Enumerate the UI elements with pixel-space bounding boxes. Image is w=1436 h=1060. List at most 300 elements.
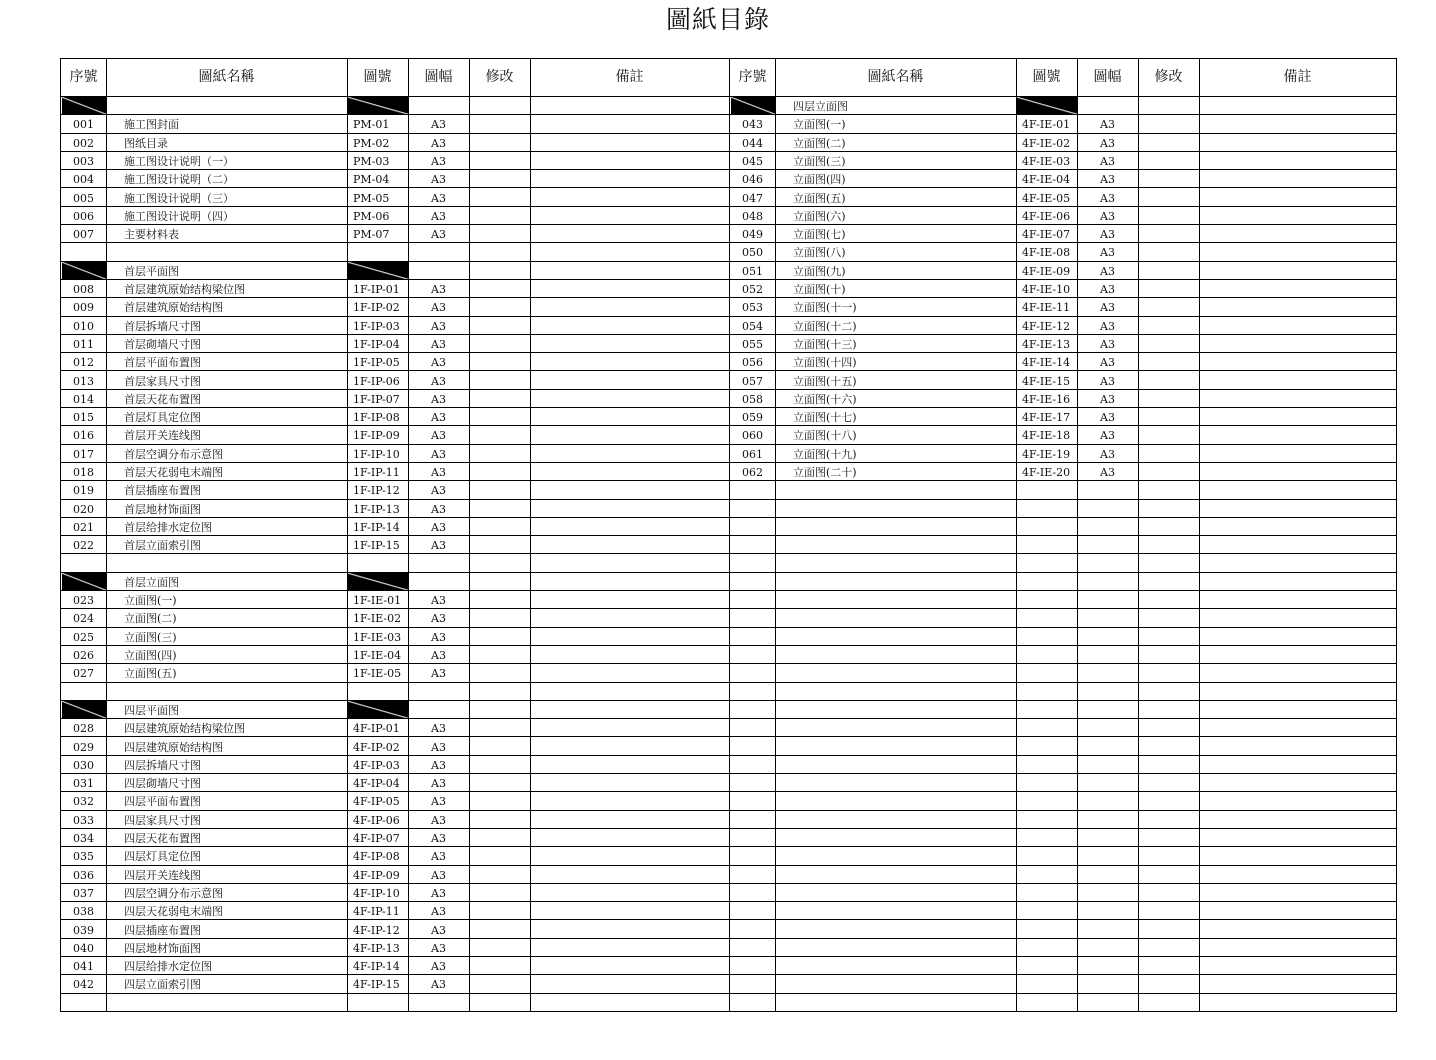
table-row (730, 262, 1396, 280)
drawing-name: 首层立面索引图 (124, 539, 201, 553)
drawing-index-table (60, 58, 1397, 1012)
drawing-name: 四层灯具定位图 (124, 850, 201, 864)
sheet-size: A3 (431, 154, 446, 168)
drawing-name: 四层天花布置图 (124, 832, 201, 845)
sheet-size: A3 (431, 319, 446, 333)
table-row-empty (730, 756, 1396, 774)
drawing-name: 立面图(六) (793, 209, 846, 223)
drawing-code: 1F-IP-07 (353, 392, 400, 406)
table-row (61, 207, 729, 225)
sheet-size: A3 (1100, 392, 1115, 406)
drawing-number: 036 (73, 868, 94, 882)
table-row-empty (730, 866, 1396, 884)
table-row (61, 811, 729, 829)
section-title: 首层平面图 (124, 264, 179, 278)
drawing-name: 四层立面索引图 (124, 978, 201, 992)
drawing-number: 020 (73, 502, 94, 516)
table-row (730, 317, 1396, 335)
table-row (61, 445, 729, 463)
drawing-code: 1F-IP-13 (353, 502, 400, 516)
table-row-empty (730, 957, 1396, 975)
drawing-name: 立面图(三) (793, 154, 846, 168)
drawing-name: 立面图(十一) (793, 301, 857, 315)
drawing-code: 4F-IP-08 (353, 850, 400, 864)
drawing-number: 037 (73, 886, 94, 900)
table-row (730, 170, 1396, 188)
drawing-code: 4F-IE-20 (1022, 466, 1071, 479)
sheet-size: A3 (431, 228, 446, 242)
sheet-size: A3 (1100, 136, 1115, 150)
table-row (730, 408, 1396, 426)
drawing-code: 4F-IE-12 (1022, 319, 1071, 333)
drawing-number: 024 (73, 612, 94, 626)
drawing-number: 031 (73, 777, 94, 791)
sheet-size: A3 (431, 667, 446, 681)
drawing-name: 首层地材饰面图 (124, 502, 201, 516)
table-row (730, 189, 1396, 207)
section-row (61, 573, 729, 591)
table-row (61, 975, 729, 993)
section-row (61, 97, 729, 115)
header-size: 圖幅 (1093, 69, 1122, 85)
header-name: 圖紙名稱 (198, 69, 255, 85)
drawing-code: 1F-IP-10 (353, 447, 400, 461)
drawing-name: 立面图(十四) (793, 356, 857, 370)
table-row-empty (730, 719, 1396, 737)
table-row (730, 225, 1396, 243)
section-title: 首层立面图 (124, 575, 179, 589)
drawing-number: 049 (742, 228, 763, 242)
drawing-number: 058 (742, 392, 763, 406)
table-row (61, 609, 729, 627)
drawing-number: 030 (73, 758, 94, 772)
drawing-code: 4F-IE-11 (1022, 301, 1071, 315)
drawing-code: PM-07 (353, 228, 390, 242)
drawing-name: 首层建筑原始结构图 (124, 301, 223, 315)
table-row-empty (730, 683, 1396, 701)
table-row (730, 353, 1396, 371)
sheet-size: A3 (1100, 429, 1115, 443)
drawing-name: 四层给排水定位图 (124, 960, 212, 974)
sheet-size: A3 (431, 283, 446, 296)
drawing-name: 四层地材饰面图 (124, 941, 201, 955)
drawing-number: 038 (73, 905, 94, 919)
drawing-name: 施工图设计说明（三） (124, 191, 234, 205)
section-marker (348, 97, 408, 114)
table-row (730, 115, 1396, 133)
header-remarks: 備註 (615, 69, 644, 85)
drawing-number: 041 (73, 960, 94, 974)
drawing-code: 1F-IP-12 (353, 484, 400, 498)
drawing-code: 4F-IE-14 (1022, 356, 1071, 370)
sheet-size: A3 (431, 209, 446, 223)
sheet-size: A3 (431, 832, 446, 845)
section-marker (1017, 97, 1077, 114)
drawing-code: 4F-IP-06 (353, 813, 400, 827)
table-row-empty (730, 628, 1396, 646)
sheet-size: A3 (431, 740, 446, 754)
sheet-size: A3 (1100, 246, 1115, 260)
drawing-name: 四层天花弱电末端图 (124, 905, 223, 919)
table-row (730, 280, 1396, 298)
drawing-number: 014 (73, 392, 94, 406)
drawing-name: 立面图(八) (793, 246, 846, 260)
table-row-empty (730, 921, 1396, 939)
drawing-number: 042 (73, 978, 94, 992)
drawing-number: 034 (73, 832, 94, 845)
drawing-name: 立面图(七) (793, 228, 846, 242)
table-row-empty (730, 774, 1396, 792)
sheet-size: A3 (431, 429, 446, 443)
drawing-name: 立面图(十五) (793, 374, 857, 388)
table-row-empty (730, 884, 1396, 902)
sheet-size: A3 (431, 941, 446, 955)
sheet-size: A3 (431, 502, 446, 516)
drawing-code: 4F-IE-09 (1022, 264, 1071, 278)
drawing-name: 立面图(九) (793, 264, 846, 278)
sheet-size: A3 (1100, 337, 1115, 351)
drawing-name: 立面图(二) (124, 612, 177, 626)
section-marker (348, 701, 408, 718)
sheet-size: A3 (431, 758, 446, 772)
drawing-name: 立面图(十二) (793, 319, 857, 333)
drawing-code: PM-02 (353, 136, 390, 150)
drawing-name: 四层建筑原始结构梁位图 (124, 722, 245, 736)
table-row-empty (730, 738, 1396, 756)
table-row (61, 518, 729, 536)
table-row (61, 298, 729, 316)
drawing-name: 立面图(十三) (793, 337, 857, 351)
drawing-name: 首层给排水定位图 (124, 520, 212, 534)
drawing-name: 首层开关连线图 (124, 429, 201, 443)
drawing-number: 008 (73, 283, 94, 296)
drawing-code: 1F-IP-11 (353, 466, 400, 479)
drawing-name: 施工图封面 (124, 118, 179, 132)
table-row-empty (730, 518, 1396, 536)
drawing-name: 四层插座布置图 (124, 923, 201, 937)
drawing-code: 1F-IP-09 (353, 429, 400, 443)
table-row-empty (730, 536, 1396, 554)
drawing-number: 054 (742, 319, 763, 333)
drawing-number: 028 (73, 722, 94, 736)
drawing-number: 027 (73, 667, 94, 681)
drawing-code: 1F-IE-04 (353, 649, 402, 662)
drawing-number: 039 (73, 923, 94, 937)
sheet-size: A3 (431, 978, 446, 992)
table-row (61, 500, 729, 518)
drawing-name: 立面图(五) (793, 191, 846, 205)
drawing-code: 1F-IE-01 (353, 594, 402, 608)
table-row (730, 426, 1396, 444)
table-row-empty (730, 591, 1396, 609)
sheet-size: A3 (431, 594, 446, 608)
table-row-empty (730, 500, 1396, 518)
drawing-number: 040 (73, 941, 94, 955)
drawing-number: 060 (742, 429, 763, 443)
drawing-code: 1F-IP-14 (353, 520, 400, 534)
drawing-name: 首层平面布置图 (124, 356, 201, 370)
drawing-code: 1F-IP-04 (353, 337, 400, 351)
sheet-size: A3 (431, 118, 446, 132)
section-marker (62, 701, 106, 718)
drawing-number: 050 (742, 246, 763, 260)
table-row-empty (730, 609, 1396, 627)
table-row-empty (730, 975, 1396, 993)
drawing-code: 1F-IE-05 (353, 667, 402, 681)
page-title: 圖紙目錄 (665, 5, 770, 34)
drawing-name: 四层开关连线图 (124, 868, 201, 882)
table-row (61, 664, 729, 682)
table-row-spacer (61, 683, 729, 701)
drawing-name: 立面图(四) (793, 173, 846, 187)
table-row (61, 463, 729, 481)
table-row (61, 481, 729, 499)
drawing-name: 立面图(二十) (793, 466, 857, 479)
sheet-size: A3 (431, 850, 446, 864)
section-title: 四层平面图 (124, 703, 179, 717)
drawing-code: 4F-IP-11 (353, 905, 400, 919)
sheet-size: A3 (431, 960, 446, 974)
drawing-code: 1F-IE-02 (353, 612, 402, 626)
table-row (61, 774, 729, 792)
drawing-number: 057 (742, 374, 763, 388)
table-row-empty (730, 939, 1396, 957)
drawing-number: 032 (73, 795, 94, 809)
drawing-name: 四层家具尺寸图 (124, 813, 201, 827)
drawing-name: 立面图(十六) (793, 392, 857, 406)
section-marker (62, 573, 106, 590)
table-row (61, 646, 729, 664)
drawing-number: 044 (742, 136, 763, 150)
table-row (61, 847, 729, 865)
table-row-empty (730, 847, 1396, 865)
sheet-size: A3 (1100, 374, 1115, 388)
table-row-empty (730, 701, 1396, 719)
drawing-number: 061 (742, 447, 763, 461)
drawing-code: PM-05 (353, 191, 390, 205)
header-remarks: 備註 (1283, 69, 1312, 85)
drawing-number: 021 (73, 520, 94, 534)
table-header (61, 59, 729, 97)
index-panel-left (61, 59, 729, 1011)
drawing-name: 四层平面布置图 (124, 795, 201, 809)
table-row (730, 372, 1396, 390)
drawing-number: 026 (73, 649, 94, 662)
table-row (730, 243, 1396, 261)
table-row (61, 628, 729, 646)
sheet-size: A3 (431, 374, 446, 388)
drawing-number: 045 (742, 154, 763, 168)
drawing-number: 005 (73, 191, 94, 205)
drawing-number: 004 (73, 173, 94, 187)
sheet-size: A3 (1100, 356, 1115, 370)
table-row (61, 280, 729, 298)
table-row (61, 792, 729, 810)
section-row (61, 262, 729, 280)
sheet-size: A3 (1100, 173, 1115, 187)
section-marker (348, 573, 408, 590)
drawing-name: 四层砌墙尺寸图 (124, 777, 201, 791)
table-row (61, 390, 729, 408)
sheet-size: A3 (1100, 319, 1115, 333)
table-row (730, 335, 1396, 353)
drawing-number: 002 (73, 136, 94, 150)
drawing-name: 首层天花布置图 (124, 392, 201, 406)
table-row (730, 390, 1396, 408)
sheet-size: A3 (431, 392, 446, 406)
drawing-code: PM-03 (353, 154, 390, 168)
sheet-size: A3 (431, 777, 446, 791)
drawing-code: 1F-IP-08 (353, 411, 400, 425)
drawing-name: 首层砌墙尺寸图 (124, 337, 201, 351)
table-row (61, 884, 729, 902)
drawing-code: 4F-IE-04 (1022, 173, 1071, 187)
drawing-name: 立面图(五) (124, 667, 177, 681)
header-code: 圖號 (363, 69, 392, 85)
drawing-code: 4F-IP-07 (353, 832, 400, 845)
drawing-name: 立面图(十) (793, 283, 846, 296)
sheet-size: A3 (431, 484, 446, 498)
table-row-empty (730, 573, 1396, 591)
table-row (61, 829, 729, 847)
sheet-size: A3 (1100, 228, 1115, 242)
table-row (61, 756, 729, 774)
table-row (61, 353, 729, 371)
drawing-code: 4F-IE-07 (1022, 228, 1071, 242)
drawing-number: 035 (73, 850, 94, 864)
table-row (61, 957, 729, 975)
drawing-name: 立面图(十九) (793, 447, 857, 461)
table-row (730, 445, 1396, 463)
drawing-code: 4F-IP-13 (353, 941, 400, 955)
drawing-number: 047 (742, 191, 763, 205)
table-row (61, 866, 729, 884)
table-header (730, 59, 1396, 97)
drawing-number: 043 (742, 118, 763, 132)
drawing-code: PM-06 (353, 209, 390, 223)
sheet-size: A3 (1100, 447, 1115, 461)
table-row (61, 719, 729, 737)
drawing-number: 018 (73, 466, 94, 479)
drawing-number: 033 (73, 813, 94, 827)
table-row (730, 298, 1396, 316)
drawing-name: 四层空调分布示意图 (124, 886, 223, 900)
drawing-name: 施工图设计说明（二） (124, 173, 234, 187)
table-row-empty (730, 555, 1396, 573)
sheet-size: A3 (431, 813, 446, 827)
drawing-name: 立面图(一) (124, 594, 177, 608)
drawing-code: 1F-IP-03 (353, 319, 400, 333)
table-row (61, 152, 729, 170)
drawing-number: 007 (73, 228, 94, 242)
sheet-size: A3 (1100, 209, 1115, 223)
drawing-name: 四层拆墙尺寸图 (124, 758, 201, 772)
sheet-size: A3 (1100, 264, 1115, 278)
section-marker (62, 262, 106, 279)
drawing-code: PM-01 (353, 118, 390, 132)
table-row (61, 902, 729, 920)
drawing-code: 1F-IE-03 (353, 630, 402, 644)
drawing-name: 施工图设计说明（一） (124, 154, 234, 168)
drawing-code: 4F-IE-01 (1022, 118, 1071, 132)
drawing-name: 立面图(三) (124, 630, 177, 644)
drawing-code: 4F-IP-14 (353, 960, 400, 974)
drawing-code: 4F-IP-02 (353, 740, 400, 754)
table-row (730, 463, 1396, 481)
sheet-size: A3 (431, 356, 446, 370)
drawing-number: 015 (73, 411, 94, 425)
drawing-code: 4F-IP-09 (353, 868, 400, 882)
sheet-size: A3 (431, 886, 446, 900)
sheet-size: A3 (431, 612, 446, 626)
drawing-name: 首层空调分布示意图 (124, 447, 223, 461)
table-row (61, 225, 729, 243)
drawing-number: 056 (742, 356, 763, 370)
drawing-code: 4F-IE-06 (1022, 209, 1071, 223)
drawing-number: 025 (73, 630, 94, 644)
sheet-size: A3 (1100, 154, 1115, 168)
drawing-code: 4F-IE-10 (1022, 283, 1071, 296)
drawing-number: 052 (742, 283, 763, 296)
drawing-name: 首层插座布置图 (124, 484, 201, 498)
drawing-code: 4F-IE-15 (1022, 374, 1071, 388)
table-row-empty (730, 811, 1396, 829)
table-row-empty (730, 646, 1396, 664)
drawing-code: 4F-IE-19 (1022, 447, 1071, 461)
section-row (61, 701, 729, 719)
table-row (61, 317, 729, 335)
sheet-size: A3 (431, 630, 446, 644)
sheet-size: A3 (1100, 118, 1115, 132)
drawing-name: 主要材料表 (124, 228, 179, 242)
drawing-number: 046 (742, 173, 763, 187)
section-marker (731, 97, 775, 114)
drawing-code: 4F-IP-03 (353, 758, 400, 772)
drawing-number: 051 (742, 264, 763, 278)
drawing-name: 立面图(十七) (793, 411, 857, 425)
drawing-code: 4F-IP-01 (353, 722, 400, 736)
drawing-code: 4F-IE-02 (1022, 136, 1071, 150)
drawing-number: 029 (73, 740, 94, 754)
drawing-code: 4F-IP-15 (353, 978, 400, 992)
drawing-code: 4F-IE-13 (1022, 337, 1071, 351)
drawing-code: 4F-IP-05 (353, 795, 400, 809)
sheet-size: A3 (431, 649, 446, 662)
table-row-empty (730, 481, 1396, 499)
sheet-size: A3 (1100, 466, 1115, 479)
table-row-empty (730, 792, 1396, 810)
sheet-size: A3 (1100, 191, 1115, 205)
sheet-size: A3 (431, 905, 446, 919)
header-name: 圖紙名稱 (867, 69, 924, 85)
drawing-code: 1F-IP-15 (353, 539, 400, 553)
sheet-size: A3 (431, 722, 446, 736)
drawing-name: 立面图(二) (793, 136, 846, 150)
sheet-size: A3 (431, 923, 446, 937)
drawing-code: 4F-IE-16 (1022, 392, 1071, 406)
drawing-number: 059 (742, 411, 763, 425)
header-seq: 序號 (69, 69, 98, 85)
table-row (730, 207, 1396, 225)
index-panel-right (729, 59, 1396, 1011)
sheet-size: A3 (431, 136, 446, 150)
drawing-code: 4F-IE-08 (1022, 246, 1071, 260)
sheet-size: A3 (1100, 301, 1115, 315)
drawing-name: 首层家具尺寸图 (124, 374, 201, 388)
table-row (730, 134, 1396, 152)
drawing-number: 001 (73, 118, 94, 132)
drawing-number: 003 (73, 154, 94, 168)
